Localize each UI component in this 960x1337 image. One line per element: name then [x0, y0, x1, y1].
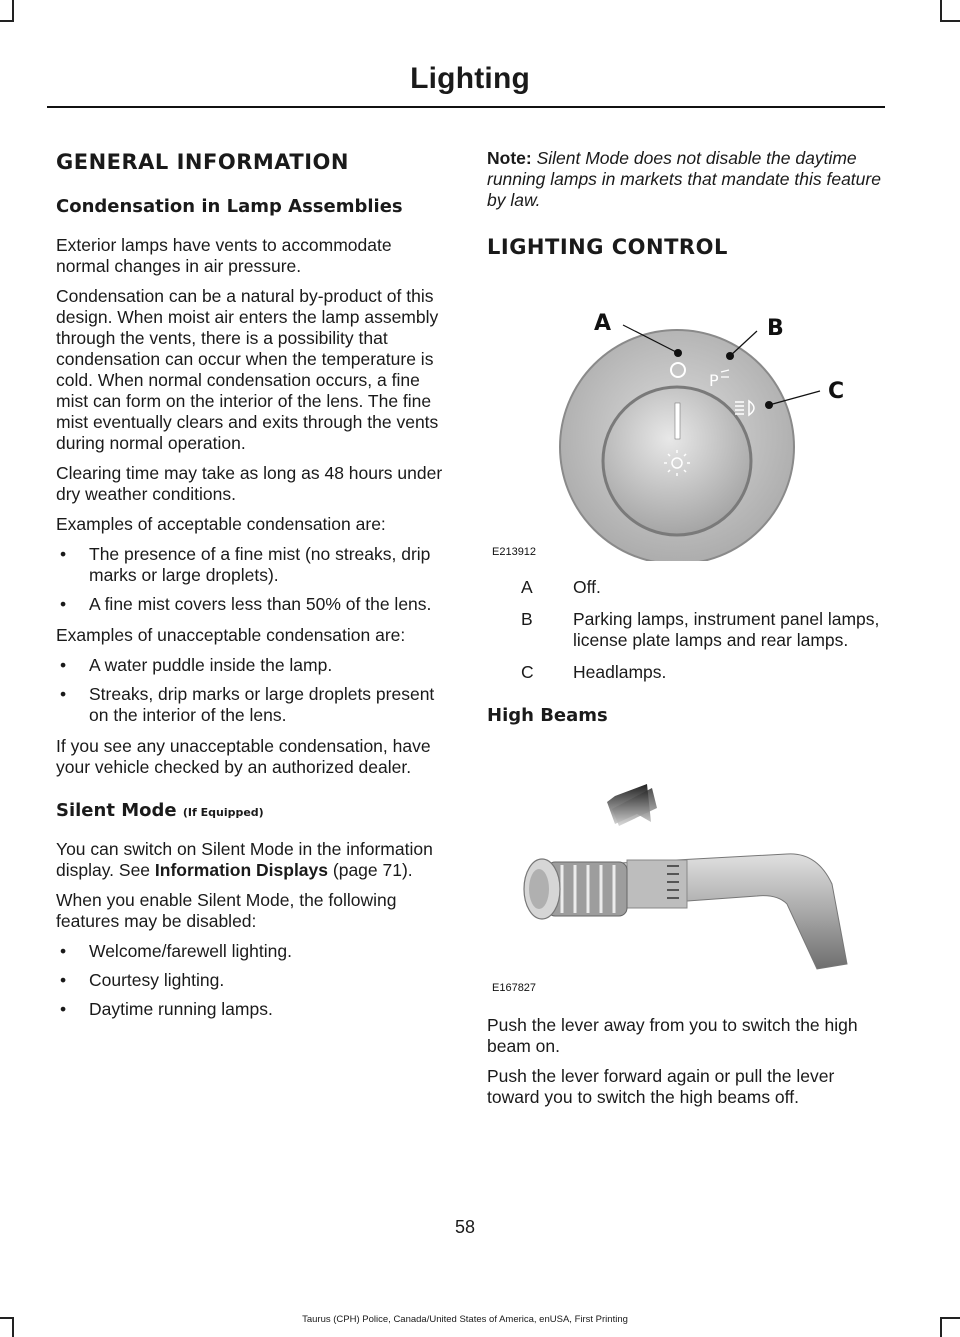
push-away-arrow-icon — [607, 784, 657, 826]
crop-mark — [940, 0, 942, 22]
list-item: • Daytime running lamps. — [56, 999, 448, 1020]
information-displays-link[interactable]: Information Displays — [154, 860, 329, 880]
page-number: 58 — [454, 1217, 476, 1237]
lighting-control-legend — [487, 577, 885, 683]
section-title-general-information: GENERAL INFORMATION — [56, 150, 349, 174]
page-header-title: Lighting — [410, 62, 530, 95]
header-rule — [47, 106, 885, 108]
dial-indicator — [675, 403, 680, 439]
multifunction-lever-illustration — [487, 744, 885, 1009]
silent-mode-heading-text: Silent Mode — [56, 800, 177, 821]
crop-mark — [940, 20, 960, 22]
if-equipped-tag: (If Equipped) — [182, 806, 264, 819]
paragraph: When you enable Silent Mode, the following features may be disabled: — [56, 890, 397, 931]
paragraph: Push the lever forward again or pull the lever toward you to switch the high beams off. — [487, 1066, 835, 1107]
right-column — [487, 140, 885, 1117]
silent-mode-heading — [56, 800, 448, 821]
legend-value: Parking lamps, instrument panel lamps, license plate lamps and rear lamps. — [573, 609, 880, 650]
note-label: Note: — [487, 148, 532, 168]
list-item: • Welcome/farewell lighting. — [56, 941, 448, 962]
text: You can switch on Silent Mode in the information display. See — [56, 839, 433, 880]
paragraph: Push the lever away from you to switch the high beam on. — [487, 1015, 858, 1056]
paragraph: Condensation can be a natural by-product of this design. When moist air enters the lamp assembly through the vents, there is a possibility that condensation can occur when the temperature is cold. When normal condensation occurs, a fine mist can form on the interior of the lens. The fine mist eventually clears and exits through the vents during normal operation. — [56, 286, 439, 453]
crop-mark — [940, 1317, 960, 1319]
legend-row — [487, 609, 885, 651]
silent-features-list — [56, 941, 448, 1020]
parking-symbol-p: P — [709, 371, 719, 390]
text: (page 71). — [332, 860, 413, 880]
legend-key: B — [521, 609, 533, 629]
legend-value: Off. — [573, 577, 601, 597]
legend-value: Headlamps. — [573, 662, 667, 682]
lighting-control-figure — [487, 281, 885, 561]
paragraph: Clearing time may take as long as 48 hours under dry weather conditions. — [56, 463, 443, 504]
list-item: • Streaks, drip marks or large droplets present on the interior of the lens. — [56, 684, 448, 726]
paragraph: Examples of acceptable condensation are: — [56, 514, 386, 534]
callout-b: B — [767, 316, 784, 341]
note — [487, 148, 885, 211]
list-item: • The presence of a fine mist (no streaks, drip marks or large droplets). — [56, 544, 448, 586]
left-column — [56, 140, 448, 1030]
note-text: Silent Mode does not disable the daytime running lamps in markets that mandate this feature by law. — [487, 148, 881, 210]
footer-text: Taurus (CPH) Police, Canada/United States of America, enUSA, First Printing — [302, 1314, 628, 1325]
paragraph: Examples of unacceptable condensation are: — [56, 625, 406, 645]
paragraph: Exterior lamps have vents to accommodate normal changes in air pressure. — [56, 235, 392, 276]
crop-mark — [940, 1317, 942, 1337]
legend-row — [487, 577, 885, 598]
unacceptable-list — [56, 655, 448, 726]
legend-row — [487, 662, 885, 683]
figure-code: E213912 — [492, 546, 537, 558]
high-beams-heading: High Beams — [487, 705, 608, 726]
paragraph — [56, 839, 448, 881]
legend-key: A — [521, 577, 533, 597]
callout-c: C — [828, 379, 845, 404]
paragraph: If you see any unacceptable condensation, have your vehicle checked by an authorized dealer. — [56, 736, 431, 777]
figure-code: E167827 — [492, 982, 537, 994]
list-item: • A fine mist covers less than 50% of the lens. — [56, 594, 448, 615]
crop-mark — [0, 20, 14, 22]
condensation-heading: Condensation in Lamp Assemblies — [56, 196, 403, 217]
list-item: • Courtesy lighting. — [56, 970, 448, 991]
acceptable-list — [56, 544, 448, 615]
lighting-control-dial-illustration — [487, 281, 885, 561]
section-title-lighting-control: LIGHTING CONTROL — [487, 235, 728, 259]
legend-key: C — [521, 662, 534, 682]
callout-a: A — [594, 311, 612, 336]
list-item: • A water puddle inside the lamp. — [56, 655, 448, 676]
high-beams-figure — [487, 744, 885, 1009]
crop-mark — [12, 0, 14, 22]
